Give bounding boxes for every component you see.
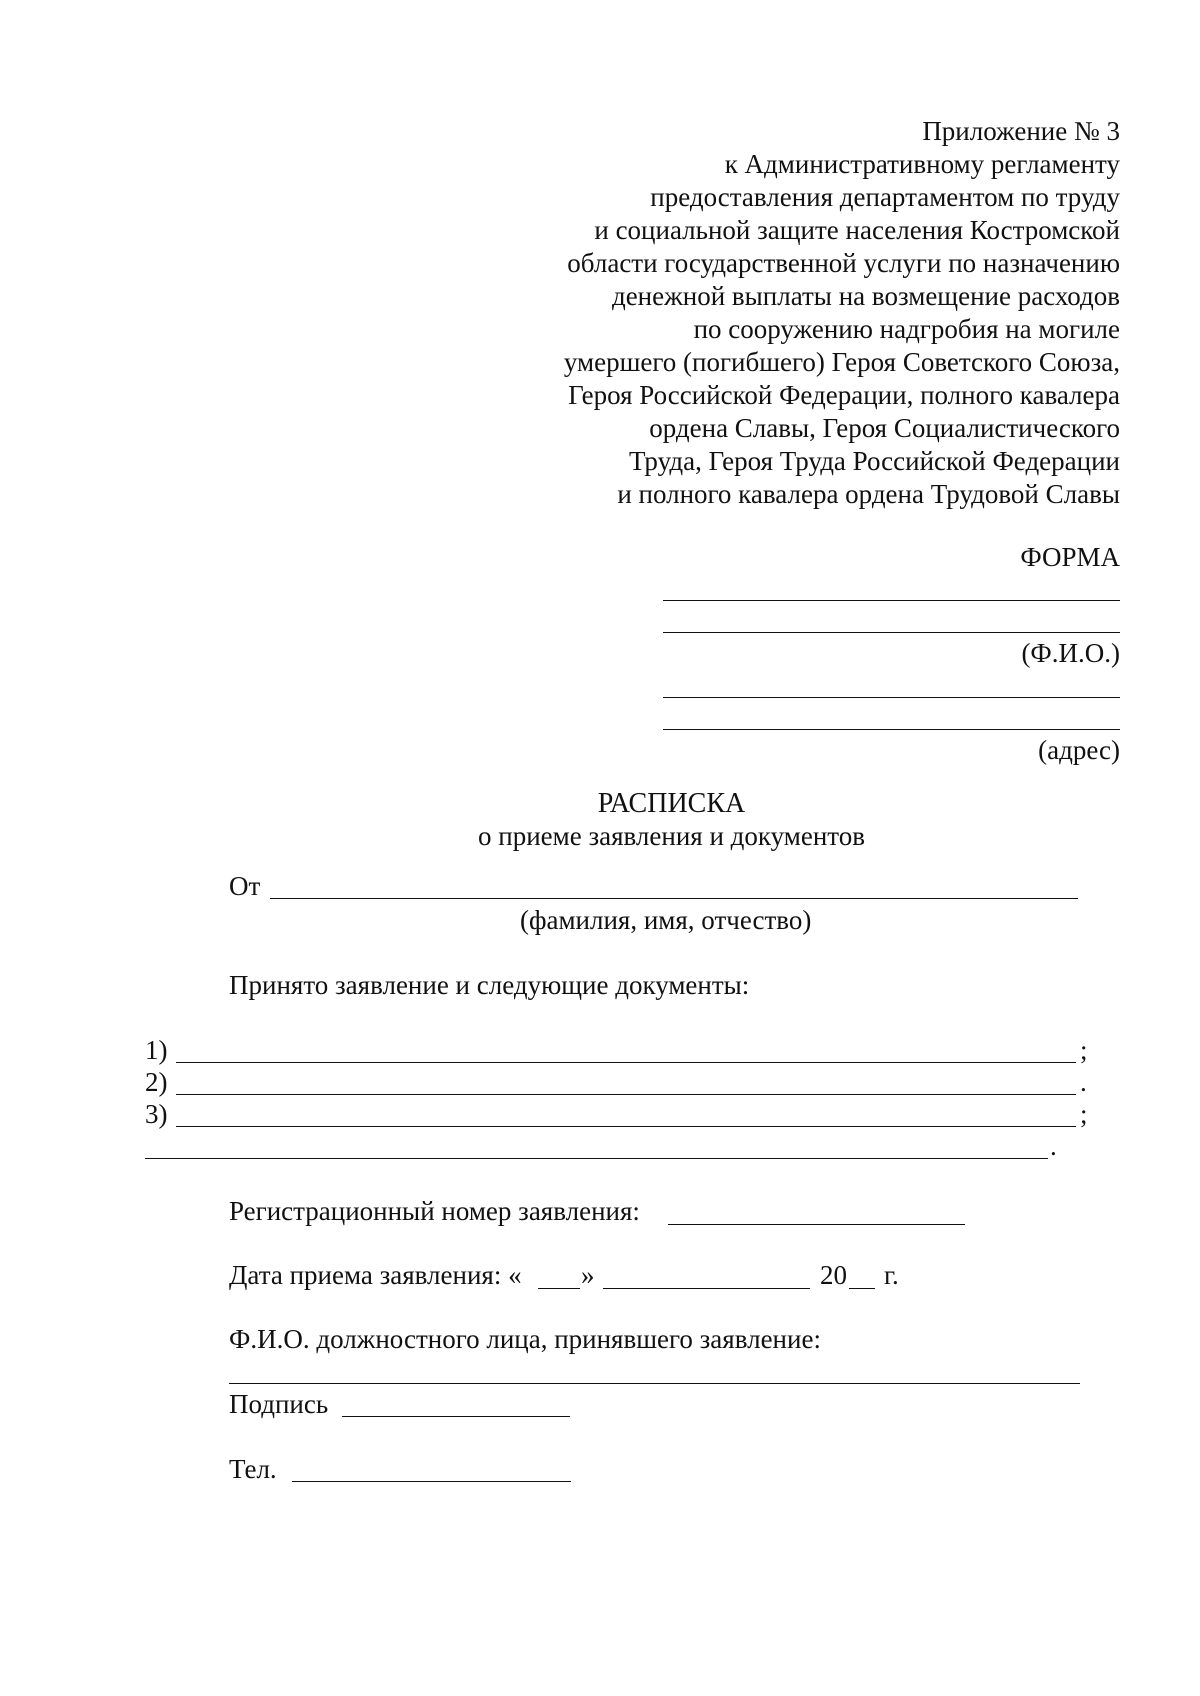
appendix-line: умершего (погибшего) Героя Советского Союза, xyxy=(563,347,1120,377)
document-line-end: ; xyxy=(1080,1099,1088,1129)
date-day-line[interactable] xyxy=(538,1288,580,1289)
document-line-extra[interactable] xyxy=(145,1158,1048,1159)
document-number: 2) xyxy=(145,1067,168,1097)
document-line-end: . xyxy=(1080,1067,1087,1097)
appendix-line: предоставления департаментом по труду xyxy=(650,182,1120,212)
official-label: Ф.И.О. должностного лица, принявшего заявление: xyxy=(229,1324,821,1354)
phone-label: Тел. xyxy=(229,1454,277,1484)
recipient-address-line-1[interactable] xyxy=(663,697,1120,698)
appendix-line: Героя Российской Федерации, полного кавалера xyxy=(568,380,1120,410)
appendix-line: денежной выплаты на возмещение расходов xyxy=(611,281,1120,311)
appendix-line: и полного кавалера ордена Трудовой Славы xyxy=(617,479,1120,509)
document-subtitle: о приеме заявления и документов xyxy=(478,821,865,851)
date-year-suffix: г. xyxy=(884,1260,899,1290)
document-line-end: ; xyxy=(1080,1035,1088,1065)
date-year-prefix: 20 xyxy=(820,1260,847,1290)
phone-line[interactable] xyxy=(292,1481,571,1482)
appendix-line: и социальной защите населения Костромской xyxy=(594,215,1120,245)
from-label: От xyxy=(229,871,261,901)
date-close-quote: » xyxy=(581,1260,595,1290)
document-title: РАСПИСКА xyxy=(597,788,746,819)
form-label: ФОРМА xyxy=(1020,542,1120,572)
fio-caption: (Ф.И.О.) xyxy=(1021,638,1120,668)
signature-line[interactable] xyxy=(342,1416,570,1417)
appendix-line: Приложение № 3 xyxy=(922,116,1120,146)
registration-number-line[interactable] xyxy=(668,1224,965,1225)
document-line-end: . xyxy=(1050,1131,1057,1161)
document-line-1[interactable] xyxy=(176,1062,1076,1063)
document-number: 1) xyxy=(145,1035,168,1065)
appendix-line: по сооружению надгробия на могиле xyxy=(693,314,1120,344)
date-label: Дата приема заявления: « xyxy=(229,1260,522,1290)
from-caption: (фамилия, имя, отчество) xyxy=(520,905,812,935)
accepted-text: Принято заявление и следующие документы: xyxy=(229,970,750,1000)
from-name-line[interactable] xyxy=(270,898,1078,899)
document-line-3[interactable] xyxy=(176,1126,1076,1127)
official-name-line[interactable] xyxy=(229,1383,1080,1384)
recipient-fio-line-2[interactable] xyxy=(663,632,1120,633)
signature-label: Подпись xyxy=(229,1389,329,1419)
appendix-line: области государственной услуги по назначению xyxy=(567,248,1120,278)
address-caption: (адрес) xyxy=(1038,735,1120,765)
date-month-line[interactable] xyxy=(603,1288,810,1289)
date-year-line[interactable] xyxy=(849,1288,875,1289)
document-number: 3) xyxy=(145,1099,168,1129)
recipient-fio-line-1[interactable] xyxy=(663,600,1120,601)
appendix-line: Труда, Героя Труда Российской Федерации xyxy=(628,446,1120,476)
appendix-line: к Административному регламенту xyxy=(724,149,1120,179)
recipient-address-line-2[interactable] xyxy=(663,729,1120,730)
appendix-line: ордена Славы, Героя Социалистического xyxy=(649,413,1120,443)
document-line-2[interactable] xyxy=(176,1094,1076,1095)
registration-label: Регистрационный номер заявления: xyxy=(229,1196,640,1226)
